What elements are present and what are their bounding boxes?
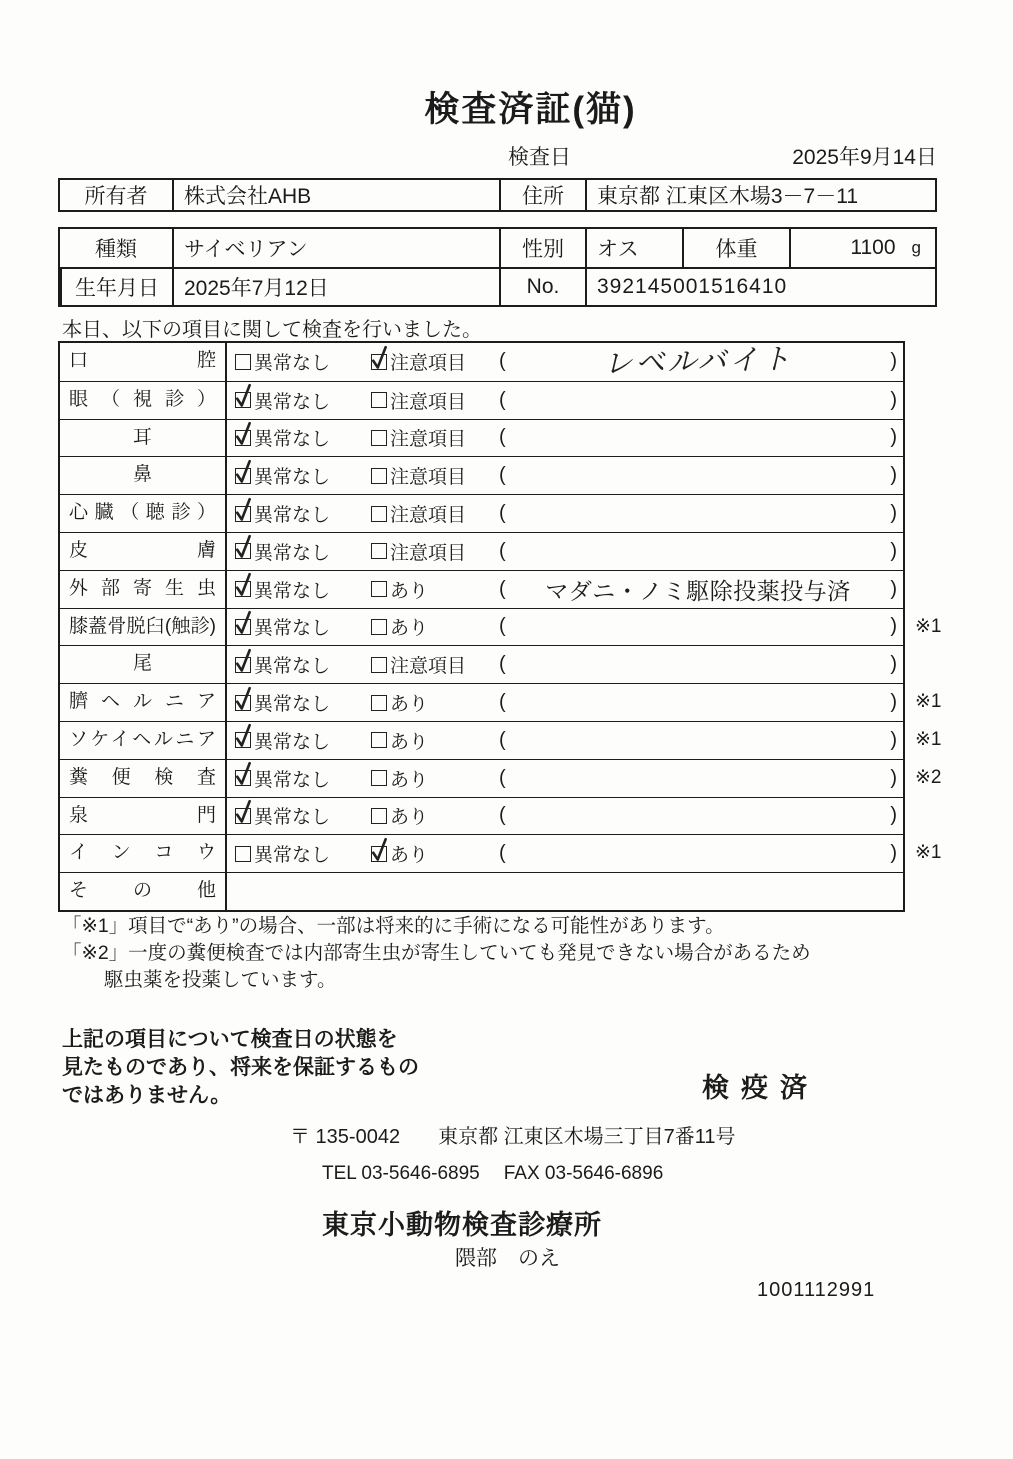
checkbox-normal-label: 異常なし — [254, 467, 331, 489]
close-paren: ) — [890, 691, 897, 714]
close-paren: ) — [890, 426, 897, 449]
exam-item-result — [227, 533, 903, 570]
checkbox-group — [235, 538, 371, 565]
no-label: No. — [499, 267, 585, 305]
exam-item-label: 耳 — [60, 420, 227, 457]
close-paren: ) — [890, 502, 897, 525]
checkbox-group — [371, 689, 499, 716]
owner-table — [58, 178, 937, 212]
checkbox-group — [371, 538, 499, 565]
weight-value — [789, 229, 935, 267]
clinic-tel: TEL 03-5646-6895 — [322, 1163, 480, 1184]
open-paren: ( — [499, 464, 506, 487]
open-paren: ( — [499, 577, 506, 600]
remarks-field — [499, 426, 897, 449]
exam-item-label: 心臓（聴診） — [60, 495, 227, 532]
remarks-field — [499, 691, 897, 714]
remarks-field — [499, 502, 897, 525]
breed-value: サイベリアン — [172, 229, 499, 267]
checkbox-normal-checkbox-icon — [235, 808, 251, 824]
reference-mark: ※1 — [915, 842, 942, 864]
handwritten-check-icon — [233, 610, 255, 637]
checkbox-group — [371, 840, 499, 867]
exam-item-result — [227, 835, 903, 872]
checkbox-attention-label: 注意項目 — [390, 467, 467, 489]
veterinarian-name: 隈部 のえ — [455, 1247, 560, 1270]
exam-item-result — [227, 798, 903, 835]
remarks-field — [499, 729, 897, 752]
animal-table — [58, 227, 937, 307]
checkbox-normal-label: 異常なし — [254, 656, 331, 678]
inspection-date-label: 検査日 — [508, 146, 571, 169]
weight-number: 1100 — [850, 236, 896, 259]
inspection-date-value: 2025年9月14日 — [792, 146, 937, 169]
checkbox-attention-label: 注意項目 — [390, 505, 467, 527]
remarks-field — [499, 389, 897, 412]
clinic-fax: FAX 03-5646-6896 — [503, 1163, 664, 1184]
disclaimer-line-3: ではありません。 — [62, 1084, 232, 1107]
checkbox-attention-label: 注意項目 — [390, 542, 467, 564]
exam-item-label: 皮膚 — [60, 533, 227, 570]
weight-label: 体重 — [682, 229, 789, 267]
checkbox-normal-checkbox-icon — [235, 581, 251, 597]
clinic-name: 東京小動物検査診療所 — [322, 1210, 602, 1240]
exam-item-result — [227, 571, 903, 608]
handwritten-check-icon — [233, 459, 255, 486]
checkbox-attention-checkbox-icon — [371, 732, 387, 748]
checkbox-group — [371, 348, 499, 375]
checkbox-attention-checkbox-icon — [371, 619, 387, 635]
handwritten-check-icon — [369, 345, 391, 372]
exam-item-label: 鼻 — [60, 457, 227, 494]
clinic-address: 東京都 江東区木場三丁目7番11号 — [438, 1126, 736, 1148]
exam-table — [58, 341, 942, 912]
checkbox-normal-checkbox-icon — [235, 354, 251, 370]
inspection-date-row — [58, 141, 937, 171]
checkbox-group — [235, 689, 371, 716]
exam-item-label: 眼（視診） — [60, 382, 227, 419]
checkbox-normal-checkbox-icon — [235, 732, 251, 748]
exam-item-label: 口腔 — [60, 343, 227, 381]
checkbox-normal-label: 異常なし — [254, 618, 331, 640]
checkbox-attention-checkbox-icon — [371, 695, 387, 711]
exam-item-result — [227, 495, 903, 532]
quarantine-stamp: 検疫済 — [702, 1073, 819, 1103]
checkbox-group — [235, 576, 371, 603]
checkbox-normal-label: 異常なし — [254, 731, 331, 753]
exam-row — [60, 456, 903, 494]
checkbox-normal-label: 異常なし — [254, 429, 331, 451]
checkbox-group — [235, 727, 371, 754]
exam-item-result — [227, 646, 903, 683]
checkbox-group — [371, 651, 499, 678]
checkbox-attention-label: あり — [390, 694, 429, 716]
remarks-field — [499, 653, 897, 676]
no-value: 392145001516410 — [585, 267, 935, 305]
reference-mark: ※1 — [915, 691, 942, 713]
close-paren: ) — [890, 766, 897, 789]
exam-row — [60, 343, 903, 381]
checkbox-group — [235, 500, 371, 527]
open-paren: ( — [499, 426, 506, 449]
disclaimer-line-2: 見たものであり、将来を保証するもの — [62, 1056, 419, 1079]
remarks-field — [499, 804, 897, 827]
close-paren: ) — [890, 350, 897, 373]
exam-row — [60, 872, 903, 910]
checkbox-normal-label: 異常なし — [254, 542, 331, 564]
close-paren: ) — [890, 804, 897, 827]
open-paren: ( — [499, 842, 506, 865]
checkbox-attention-checkbox-icon — [371, 543, 387, 559]
exam-item-label: 糞便検査 — [60, 760, 227, 797]
footnote-2: 「※2」一度の糞便検査では内部寄生虫が寄生していても発見できない場合があるため — [62, 942, 811, 964]
open-paren: ( — [499, 691, 506, 714]
handwritten-check-icon — [233, 761, 255, 788]
checkbox-group — [235, 462, 371, 489]
close-paren: ) — [890, 388, 897, 411]
exam-item-label: 尾 — [60, 646, 227, 683]
remark-text: マダニ・ノミ駆除投薬投与済 — [545, 577, 851, 604]
checkbox-group — [235, 651, 371, 678]
checkbox-attention-checkbox-icon — [371, 581, 387, 597]
checkbox-attention-checkbox-icon — [371, 392, 387, 408]
address-value: 東京都 江東区木場3－7－11 — [585, 180, 935, 210]
checkbox-attention-label: あり — [390, 731, 429, 753]
open-paren: ( — [499, 539, 506, 562]
checkbox-group — [235, 387, 371, 414]
handwritten-check-icon — [233, 648, 255, 675]
checkbox-normal-label: 異常なし — [254, 769, 331, 791]
checkbox-normal-checkbox-icon — [235, 543, 251, 559]
remarks-field — [499, 464, 897, 487]
exam-row — [60, 797, 903, 835]
checkbox-normal-label: 異常なし — [254, 353, 331, 375]
checkbox-normal-checkbox-icon — [235, 695, 251, 711]
checkbox-normal-label: 異常なし — [254, 807, 331, 829]
exam-row — [60, 494, 903, 532]
remarks-field — [499, 842, 897, 865]
checkbox-normal-checkbox-icon — [235, 430, 251, 446]
checkbox-attention-checkbox-icon — [371, 808, 387, 824]
checkbox-group — [371, 462, 499, 489]
weight-unit: g — [911, 238, 921, 257]
checkbox-normal-checkbox-icon — [235, 846, 251, 862]
exam-item-label: その他 — [60, 873, 227, 910]
checkbox-group — [371, 802, 499, 829]
sex-value: オス — [585, 229, 682, 267]
close-paren: ) — [890, 464, 897, 487]
exam-row — [60, 419, 903, 457]
exam-row — [60, 759, 942, 797]
exam-item-result — [227, 760, 903, 797]
checkbox-group — [235, 840, 371, 867]
checkbox-group — [235, 802, 371, 829]
handwritten-check-icon — [233, 383, 255, 410]
checkbox-normal-label: 異常なし — [254, 845, 331, 867]
exam-item-label: 膝蓋骨脱臼(触診) — [60, 609, 227, 646]
checkbox-attention-checkbox-icon — [371, 657, 387, 673]
checkbox-normal-checkbox-icon — [235, 392, 251, 408]
checkbox-attention-label: 注意項目 — [390, 429, 467, 451]
exam-row — [60, 645, 903, 683]
checkbox-group — [371, 613, 499, 640]
exam-item-result — [227, 457, 903, 494]
handwritten-check-icon — [233, 686, 255, 713]
checkbox-attention-checkbox-icon — [371, 506, 387, 522]
exam-item-label: インコウ — [60, 835, 227, 872]
checkbox-group — [371, 765, 499, 792]
checkbox-normal-label: 異常なし — [254, 505, 331, 527]
handwritten-remark: レベルバイト — [602, 343, 794, 381]
checkbox-attention-checkbox-icon — [371, 354, 387, 370]
handwritten-check-icon — [233, 572, 255, 599]
birth-value: 2025年7月12日 — [172, 267, 499, 305]
serial-number: 1001112991 — [757, 1279, 876, 1301]
footnote-2-continued: 駆虫薬を投薬しています。 — [104, 969, 337, 991]
checkbox-attention-label: あり — [390, 845, 429, 867]
exam-item-label: 泉門 — [60, 798, 227, 835]
checkbox-group — [371, 576, 499, 603]
clinic-postal-row — [290, 1120, 736, 1149]
open-paren: ( — [499, 766, 506, 789]
checkbox-attention-checkbox-icon — [371, 430, 387, 446]
checkbox-group — [371, 424, 499, 451]
close-paren: ) — [890, 615, 897, 638]
owner-label: 所有者 — [84, 185, 148, 208]
handwritten-check-icon — [233, 534, 255, 561]
open-paren: ( — [499, 804, 506, 827]
page-title: 検査済証(猫) — [424, 90, 637, 129]
exam-item-label: 外部寄生虫 — [60, 571, 227, 608]
close-paren: ) — [890, 842, 897, 865]
exam-item-label: 臍ヘルニア — [60, 684, 227, 721]
checkbox-group — [235, 424, 371, 451]
footnotes — [62, 913, 811, 994]
checkbox-group — [371, 727, 499, 754]
checkbox-attention-label: 注意項目 — [390, 391, 467, 413]
remarks-field — [499, 573, 897, 606]
exam-item-result — [227, 420, 903, 457]
disclaimer-text — [62, 1026, 419, 1110]
checkbox-normal-label: 異常なし — [254, 580, 331, 602]
checkbox-group — [235, 348, 371, 375]
open-paren: ( — [499, 615, 506, 638]
checkbox-attention-label: あり — [390, 580, 429, 602]
checkbox-normal-checkbox-icon — [235, 770, 251, 786]
checkbox-normal-label: 異常なし — [254, 391, 331, 413]
remarks-field — [499, 615, 897, 638]
close-paren: ) — [890, 577, 897, 600]
checkbox-normal-checkbox-icon — [235, 506, 251, 522]
checkbox-normal-checkbox-icon — [235, 657, 251, 673]
handwritten-check-icon — [233, 421, 255, 448]
reference-mark: ※1 — [915, 615, 942, 637]
checkbox-group — [235, 613, 371, 640]
exam-row — [60, 381, 903, 419]
exam-row — [60, 608, 942, 646]
checkbox-normal-checkbox-icon — [235, 619, 251, 635]
exam-row — [60, 570, 903, 608]
handwritten-check-icon — [233, 799, 255, 826]
exam-item-result — [227, 382, 903, 419]
checkbox-normal-label: 異常なし — [254, 694, 331, 716]
exam-item-result — [227, 684, 903, 721]
checkbox-attention-label: あり — [390, 618, 429, 640]
exam-item-result — [227, 873, 903, 910]
checkbox-attention-label: 注意項目 — [390, 353, 467, 375]
exam-item-result — [227, 722, 903, 759]
checkbox-attention-label: 注意項目 — [390, 656, 467, 678]
checkbox-attention-checkbox-icon — [371, 846, 387, 862]
exam-row — [60, 683, 942, 721]
open-paren: ( — [499, 388, 506, 411]
handwritten-check-icon — [369, 837, 391, 864]
checkbox-normal-checkbox-icon — [235, 468, 251, 484]
exam-row — [60, 834, 942, 872]
address-label: 住所 — [499, 180, 585, 210]
owner-value: 株式会社AHB — [172, 180, 499, 210]
open-paren: ( — [499, 502, 506, 525]
exam-row — [60, 721, 942, 759]
remarks-field — [499, 767, 897, 790]
reference-mark: ※1 — [915, 728, 942, 750]
checkbox-attention-checkbox-icon — [371, 770, 387, 786]
checkbox-group — [235, 765, 371, 792]
close-paren: ) — [890, 653, 897, 676]
footnote-1: 「※1」項目で“あり”の場合、一部は将来的に手術になる可能性があります。 — [62, 915, 725, 937]
exam-item-label: ソケイヘルニア — [60, 722, 227, 759]
handwritten-check-icon — [233, 497, 255, 524]
close-paren: ) — [890, 539, 897, 562]
open-paren: ( — [499, 350, 506, 373]
exam-item-result — [227, 609, 903, 646]
open-paren: ( — [499, 653, 506, 676]
reference-mark: ※2 — [915, 766, 942, 788]
exam-item-result — [227, 343, 903, 381]
checkbox-attention-checkbox-icon — [371, 468, 387, 484]
close-paren: ) — [890, 728, 897, 751]
disclaimer-line-1: 上記の項目について検査日の状態を — [62, 1028, 398, 1051]
clinic-telfax-row — [322, 1163, 663, 1185]
exam-row — [60, 532, 903, 570]
checkbox-group — [371, 387, 499, 414]
checkbox-group — [371, 500, 499, 527]
breed-label: 種類 — [95, 238, 137, 261]
remarks-field — [499, 341, 897, 382]
intro-text: 本日、以下の項目に関して検査を行いました。 — [62, 319, 482, 341]
open-paren: ( — [499, 728, 506, 751]
checkbox-attention-label: あり — [390, 807, 429, 829]
sex-label: 性別 — [499, 229, 585, 267]
remarks-field — [499, 540, 897, 563]
checkbox-attention-label: あり — [390, 769, 429, 791]
handwritten-check-icon — [233, 723, 255, 750]
postal-code: 〒 135-0042 — [290, 1126, 401, 1148]
birth-label: 生年月日 — [60, 267, 172, 305]
